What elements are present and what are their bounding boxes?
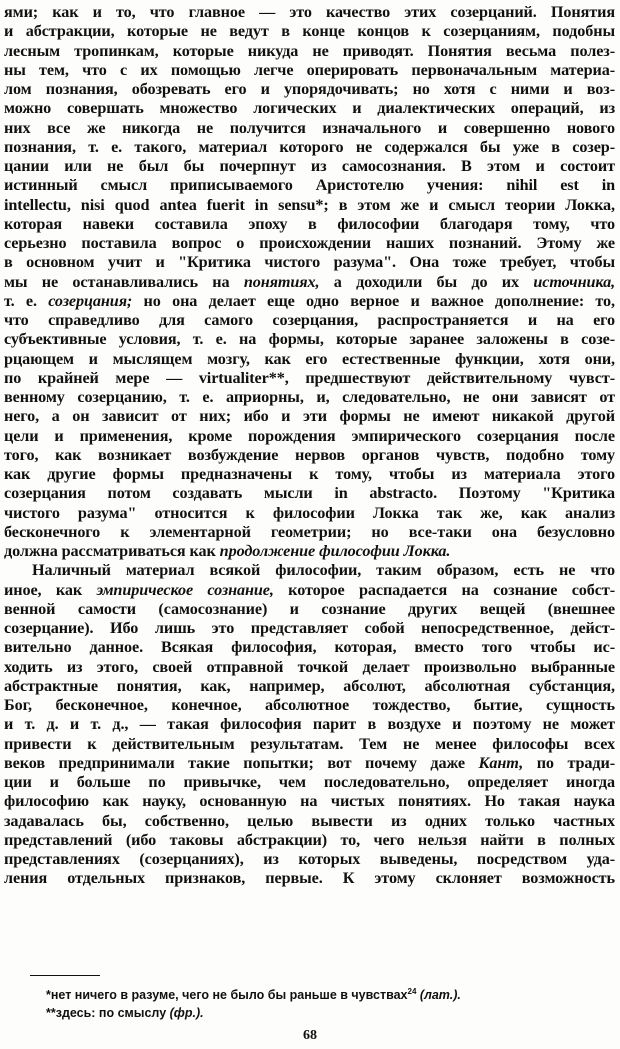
- text-line-21: венному созерцанию, т. е. априорны, и, следовательно, не они зависят от: [4, 388, 615, 406]
- text-line-46: ления отдельных признаков, первые. К этому склоняет возможность: [4, 869, 615, 888]
- footnotes: [46, 983, 606, 1022]
- text-line-4: ны тем, что с их помощью легче оперировать первоначальным материа-: [4, 60, 615, 79]
- text-line-17: что справедливо для самого созерцания, распространяется и на его: [4, 311, 615, 329]
- text-line-39: привести к действительным результатам. Тем не менее философы всех: [4, 734, 615, 753]
- italic-term: понятиях,: [243, 272, 320, 291]
- footnote-language: (лат.).: [419, 988, 461, 1003]
- text-line-7: них все же никогда не получится изначального и совершенно нового: [4, 118, 615, 137]
- text-segment: веков предпринимали такие попытки; вот почему даже: [4, 753, 479, 772]
- text-line-20: по крайней мере — virtualiter**, предшествуют действительному чувст-: [4, 368, 615, 387]
- footnote-reference: 24: [407, 987, 417, 996]
- text-line-11: intellectu, nisi quod antea fuerit in sensu*; в этом же и смысл теории Локка,: [4, 195, 615, 214]
- text-line-32: венной самости (самосознание) и сознание других вещей (внешнее: [4, 599, 615, 618]
- text-line-16: [4, 292, 615, 311]
- italic-term: созерцания;: [48, 291, 133, 310]
- text-line-43: задавалась бы, собственно, целью вывести из одних только частных: [4, 811, 615, 830]
- text-line-35: ходить из этого, своей отправной точкой делает произвольно выбранные: [4, 657, 615, 676]
- footnote-divider: [30, 975, 100, 976]
- text-line-33: созерцание). Ибо лишь это представляет собой непосредственное, дейст-: [4, 619, 615, 637]
- text-line-13: серьезно поставила вопрос о происхождении наших познаний. Этому же: [4, 234, 615, 252]
- text-segment: должна рассматриваться как: [4, 542, 220, 560]
- italic-term: продолжение философии Локка.: [219, 542, 451, 560]
- text-line-18: субъективные условия, т. е. на формы, которые заранее заложены в созе-: [4, 330, 615, 349]
- text-line-14: в основном учит и "Критика чистого разума". Она тоже требует, чтобы: [4, 253, 615, 272]
- text-line-1: ями; как и то, что главное — это качество этих созерцаний. Понятия: [4, 3, 615, 21]
- text-line-9: цании или не был бы почерпнут из самосознания. В этом и состоит: [4, 157, 615, 175]
- text-line-23: цели и применения, кроме порождения эмпирического созерцания после: [4, 426, 615, 445]
- page-number: 68: [303, 1028, 317, 1043]
- text-line-36: абстрактные понятия, как, например, абсолют, абсолютная субстанция,: [4, 676, 615, 695]
- text-segment: которое распадается на сознание собст-: [273, 580, 616, 599]
- text-line-19: рцающем и мыслящем мозгу, как его естественные функции, хотя они,: [4, 349, 615, 368]
- text-line-22: него, а он зависит от них; ибо и эти формы не имеют никакой другой: [4, 407, 615, 426]
- footnote-2: [46, 1004, 606, 1022]
- text-line-3: лесным тропинкам, которые никуда не приводят. Понятия весьма полез-: [4, 41, 615, 60]
- text-line-42: философию как науку, основанную на чистых понятиях. Но такая наука: [4, 792, 615, 811]
- text-line-24: того, как возникает возбуждение нервов органов чувств, подобно тому: [4, 445, 615, 464]
- text-line-44: представлений (ибо таковы абстракции) то, чего нельзя найти в полных: [4, 830, 615, 849]
- main-text: [4, 3, 615, 889]
- text-segment: иное, как: [4, 580, 97, 599]
- text-segment: т. е.: [4, 291, 49, 310]
- text-line-40: [4, 754, 615, 773]
- text-line-41: ции и больше по привычке, чем последовательно, определяет иногда: [4, 773, 615, 791]
- footnote-1: [46, 983, 606, 1004]
- text-line-15: [4, 273, 615, 292]
- footnote-text: **здесь: по смыслу: [46, 1006, 170, 1021]
- text-line-30: Наличный материал всякой философии, таким образом, есть не что: [32, 561, 615, 580]
- text-line-29: [4, 542, 615, 561]
- text-segment: по тради-: [523, 753, 615, 772]
- text-line-45: представлениях (созерцаниях), из которых выведены, посредством уда-: [4, 850, 615, 868]
- text-line-25: как другие формы предназначены к тому, чтобы из материала этого: [4, 465, 615, 483]
- text-line-10: истинный смысл приписываемого Аристотелю учения: nihil est in: [4, 176, 615, 195]
- text-line-12: которая навеки составила эпоху в философии благодаря тому, что: [4, 214, 615, 233]
- text-line-8: познания, т. е. такого, материал которого не содержался бы уже в созер-: [4, 137, 615, 156]
- text-line-28: бесконечного к элементарной геометрии; но все-таки она безусловно: [4, 522, 615, 541]
- text-line-26: созерцания потом создавать мысли in abstracto. Поэтому "Критика: [4, 484, 615, 503]
- footnote-text: *нет ничего в разуме, чего не было бы раньше в чувствах: [46, 988, 408, 1003]
- text-line-6: можно совершать множество логических и диалектических операций, из: [4, 99, 615, 118]
- text-line-27: чистого разума" относится к философии Локка так же, как анализ: [4, 503, 615, 522]
- text-segment: но она делает еще одно верное и важное дополнение: то,: [132, 291, 615, 310]
- italic-term: источника,: [533, 272, 616, 291]
- text-line-37: Бог, бесконечное, конечное, абсолютное тождество, бытие, сущность: [4, 696, 615, 714]
- text-segment: а доходили бы до их: [319, 272, 534, 291]
- text-line-2: и абстракции, которые не ведут в конце концов к созерцаниям, подобны: [4, 22, 615, 41]
- italic-term: эмпирическое сознание,: [96, 580, 274, 599]
- text-line-5: лом познания, обозревать его и упорядочивать; но хотя с ними и воз-: [4, 80, 615, 98]
- text-line-31: [4, 581, 615, 600]
- text-line-34: вительно данное. Всякая философия, которая, вместо того чтобы ис-: [4, 638, 615, 657]
- footnote-language: (фр.).: [169, 1006, 204, 1021]
- text-line-38: и т. д. и т. д., — такая философия парит в воздухе и поэтому не может: [4, 715, 615, 734]
- text-segment: мы не останавливались на: [4, 272, 244, 291]
- italic-term: Кант,: [478, 753, 524, 772]
